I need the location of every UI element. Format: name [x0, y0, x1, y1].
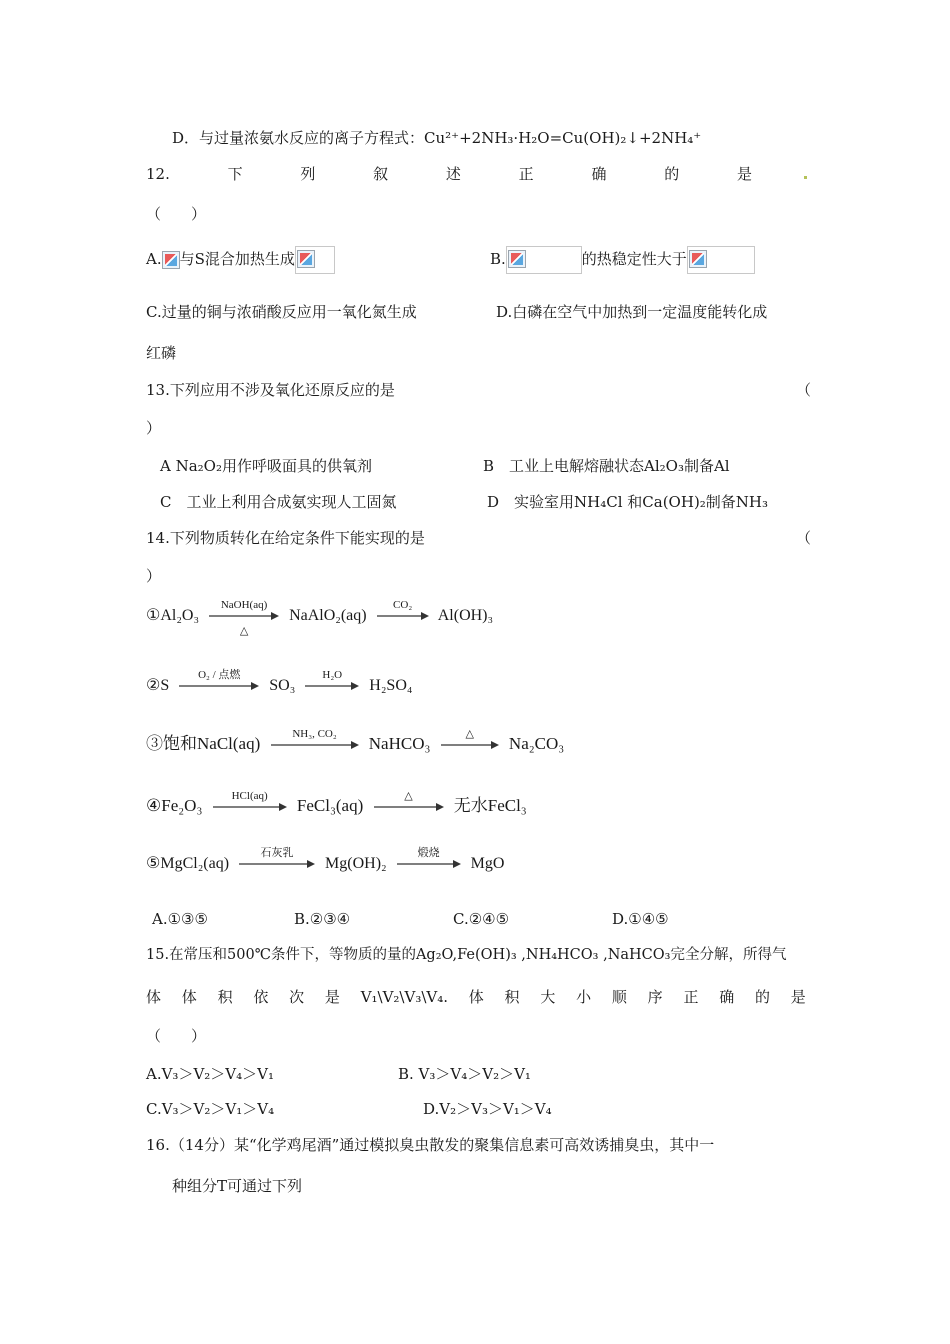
reaction-2: ②S O₂ / 点燃 SO₃ H₂O H₂SO₄	[146, 676, 412, 696]
broken-image-icon	[297, 250, 315, 268]
q13-option-b: B 工业上电解熔融状态Al₂O₃制备Al	[483, 457, 730, 475]
reaction-arrow	[374, 790, 444, 812]
q12-option-b: B. 的热稳定性大于	[490, 246, 755, 274]
q13-stem: 13.下列应用不涉及氧化还原反应的是	[146, 381, 395, 399]
q14-option-a: A.①③⑤	[152, 910, 208, 928]
q15-option-b: B. V₃＞V₄＞V₂＞V₁	[398, 1065, 531, 1083]
broken-image-icon	[162, 251, 180, 269]
arrow-condition: △	[404, 790, 413, 803]
formula-image-placeholder	[295, 246, 335, 274]
arrow-condition: NH₃, CO₂	[292, 728, 337, 741]
reaction-arrow	[239, 847, 315, 869]
q14-option-c: C.②④⑤	[453, 910, 510, 928]
q13-option-a: A Na₂O₂用作呼吸面具的供氧剂	[160, 457, 372, 475]
reaction-arrow	[305, 669, 359, 691]
reaction-3: ③饱和NaCl(aq) NH₃, CO₂ NaHCO₃ △ Na₂CO₃	[146, 734, 564, 754]
q13-paren-close: ）	[146, 419, 162, 437]
reaction-arrow	[397, 847, 461, 869]
q13-option-d: D 实验室用NH₄Cl 和Ca(OH)₂制备NH₃	[487, 493, 769, 511]
reaction-arrow	[271, 728, 359, 750]
circled-number: ②	[146, 677, 161, 694]
arrow-condition-below: △	[239, 625, 249, 638]
q14-option-b: B.②③④	[294, 910, 351, 928]
q12-stem: 12. 下 列 叙 述 正 确 的 是	[146, 165, 752, 183]
arrow-condition: NaOH(aq)	[220, 599, 268, 612]
q12-option-a: A. 与S混合加热生成	[146, 246, 335, 274]
reaction-4: ④Fe₂O₃ HCl(aq) FeCl₃(aq) △ 无水FeCl₃	[146, 796, 527, 816]
reaction-arrow	[377, 599, 429, 621]
reaction-arrow	[179, 669, 259, 691]
arrow-condition: △	[465, 728, 474, 741]
reaction-1: ①Al₂O₃ NaOH(aq) △ NaAlO₂(aq) CO₂ Al(OH)₃	[146, 606, 493, 626]
q12-answer-paren: （ ）	[146, 205, 207, 223]
q13-paren-open: （	[796, 381, 812, 399]
arrow-condition: 石灰乳	[260, 847, 294, 860]
formula-image-placeholder	[506, 246, 582, 274]
reaction-5: ⑤MgCl₂(aq) 石灰乳 Mg(OH)₂ 煅烧 MgO	[146, 854, 504, 874]
q16-stem-line1: 16.（14分）某“化学鸡尾酒”通过模拟臭虫散发的聚集信息素可高效诱捕臭虫，其中一	[146, 1136, 715, 1154]
q15-stem-line2: 体 体 积 依 次 是 V₁\V₂\V₃\V₄. 体 积 大 小 顺 序 正 确 的 是	[146, 988, 806, 1006]
arrow-condition: CO₂	[393, 599, 413, 612]
q15-option-c: C.V₃＞V₂＞V₁＞V₄	[146, 1100, 275, 1118]
q12-option-c: C.过量的铜与浓硝酸反应用一氧化氮生成	[146, 303, 417, 321]
circled-number: ④	[146, 796, 162, 815]
circled-number: ③	[146, 734, 163, 753]
broken-image-icon	[508, 250, 526, 268]
reaction-arrow	[209, 599, 279, 638]
circled-number: ①	[146, 607, 161, 624]
q15-option-d: D.V₂＞V₃＞V₁＞V₄	[423, 1100, 552, 1118]
q14-paren-close: ）	[146, 567, 162, 585]
q14-option-d: D.①④⑤	[612, 910, 669, 928]
q13-option-c: C 工业上利用合成氨实现人工固氮	[160, 493, 397, 511]
circled-number: ⑤	[146, 855, 161, 872]
q16-stem-line2: 种组分T可通过下列	[172, 1177, 303, 1195]
q14-stem: 14.下列物质转化在给定条件下能实现的是	[146, 529, 425, 547]
arrow-condition: H₂O	[322, 669, 343, 682]
arrow-condition: O₂ / 点燃	[198, 669, 241, 682]
formula-image-placeholder	[687, 246, 755, 274]
arrow-condition: 煅烧	[417, 847, 440, 860]
q15-answer-paren: （ ）	[146, 1027, 207, 1045]
q11-option-d: D．与过量浓氨水反应的离子方程式：Cu²⁺+2NH₃·H₂O=Cu(OH)₂↓+2NH₄⁺	[172, 129, 702, 147]
arrow-condition: HCl(aq)	[231, 790, 268, 803]
reaction-arrow	[213, 790, 287, 812]
q12-option-d: D.白磷在空气中加热到一定温度能转化成	[496, 303, 768, 321]
q14-paren-open: （	[796, 529, 812, 547]
q12-option-d-continued: 红磷	[146, 344, 177, 362]
reaction-arrow	[441, 728, 499, 750]
q15-stem-line1: 15.在常压和500℃条件下，等物质的量的Ag₂O,Fe(OH)₃ ,NH₄HCO₃ ,NaHCO₃完全分解，所得气	[146, 947, 787, 963]
stray-dot	[804, 176, 807, 179]
q15-option-a: A.V₃＞V₂＞V₄＞V₁	[146, 1065, 274, 1083]
q12-number: 12.	[146, 165, 170, 183]
broken-image-icon	[689, 250, 707, 268]
